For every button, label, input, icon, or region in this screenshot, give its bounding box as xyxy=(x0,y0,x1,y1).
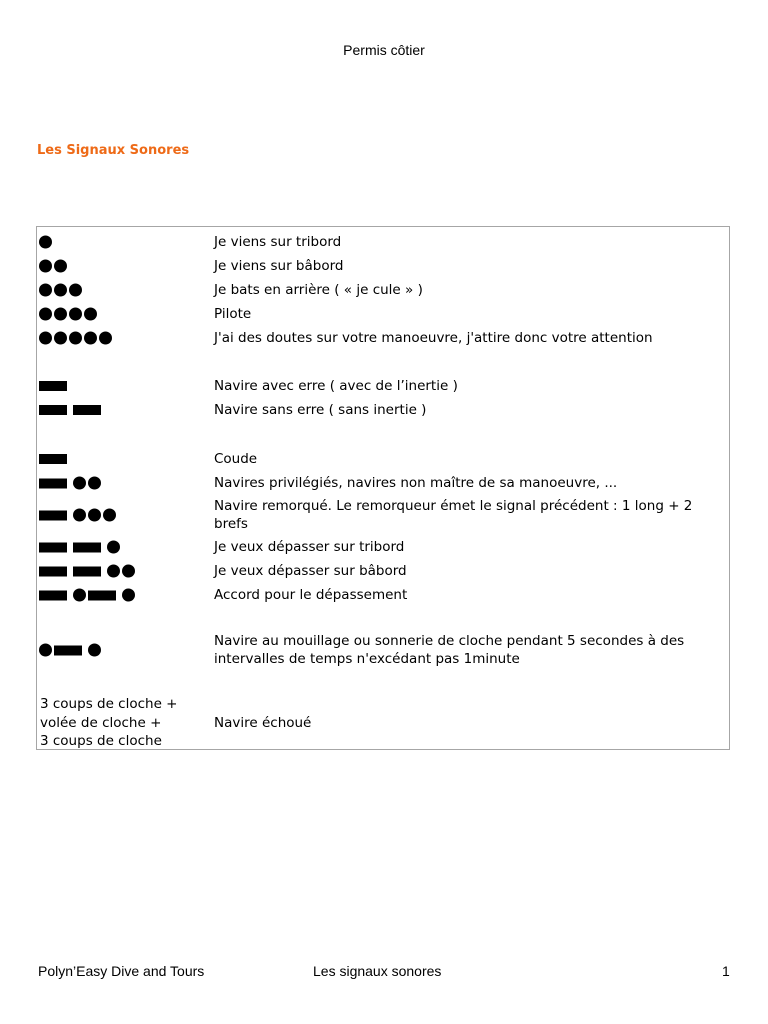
signal-meaning: J'ai des doutes sur votre manoeuvre, j'attire donc votre attention xyxy=(214,330,653,346)
table-row xyxy=(37,560,729,582)
table-row xyxy=(37,695,729,751)
symbol-line: 3 coups de cloche xyxy=(40,733,162,749)
signal-meaning: Pilote xyxy=(214,306,252,322)
table-row xyxy=(37,279,729,301)
table-row xyxy=(37,231,729,253)
signal-symbol xyxy=(39,308,99,321)
signal-meaning: Navire échoué xyxy=(214,715,312,731)
signal-meaning: Navire remorqué. Le remorqueur émet le signal précédent : 1 long + 2 brefs xyxy=(214,498,693,532)
table-row xyxy=(37,472,729,494)
signal-symbol xyxy=(39,405,107,415)
signal-symbol xyxy=(39,565,137,578)
signal-meaning: Coude xyxy=(214,451,258,467)
table-row xyxy=(37,630,729,670)
section-title: Les Signaux Sonores xyxy=(37,143,190,158)
signal-symbol xyxy=(39,260,69,273)
footer-left: Polyn’Easy Dive and Tours xyxy=(38,963,205,979)
page-header-title: Permis côtier xyxy=(343,42,425,58)
signal-symbol xyxy=(39,236,54,249)
signal-meaning: Je bats en arrière ( « je cule » ) xyxy=(214,282,423,298)
table-row xyxy=(37,375,729,397)
table-row xyxy=(37,255,729,277)
signal-symbol xyxy=(39,381,73,391)
signal-symbol xyxy=(39,509,118,522)
sound-signals-table xyxy=(36,226,730,750)
signal-symbol xyxy=(39,454,73,464)
signal-meaning: Je viens sur bâbord xyxy=(214,258,344,274)
signal-meaning: Navires privilégiés, navires non maître de sa manoeuvre, ... xyxy=(214,475,618,491)
signal-meaning: Accord pour le dépassement xyxy=(214,587,408,603)
signal-symbol xyxy=(39,477,103,490)
signal-symbol xyxy=(39,644,103,657)
table-row xyxy=(37,399,729,421)
table-row xyxy=(37,448,729,470)
table-row xyxy=(37,327,729,349)
signal-meaning: Je veux dépasser sur tribord xyxy=(214,539,405,555)
signal-symbol xyxy=(39,541,122,554)
page-number: 1 xyxy=(722,963,730,979)
signal-meaning: Je viens sur tribord xyxy=(214,234,342,250)
signal-symbol-text xyxy=(40,695,178,751)
table-row xyxy=(37,495,729,535)
signal-symbol xyxy=(39,284,84,297)
table-row xyxy=(37,536,729,558)
signal-meaning: Navire avec erre ( avec de l’inertie ) xyxy=(214,378,458,394)
signal-symbol xyxy=(39,332,114,345)
table-row xyxy=(37,584,729,606)
symbol-line: 3 coups de cloche + xyxy=(40,696,178,712)
signal-meaning: Navire sans erre ( sans inertie ) xyxy=(214,402,427,418)
table-row xyxy=(37,303,729,325)
signal-meaning: Je veux dépasser sur bâbord xyxy=(214,563,407,579)
signal-meaning: Navire au mouillage ou sonnerie de cloche pendant 5 secondes à des intervalles de temps n'excédant pas 1minute xyxy=(214,633,685,667)
signal-symbol xyxy=(39,589,137,602)
symbol-line: volée de cloche + xyxy=(40,714,162,731)
footer-center: Les signaux sonores xyxy=(313,963,442,979)
